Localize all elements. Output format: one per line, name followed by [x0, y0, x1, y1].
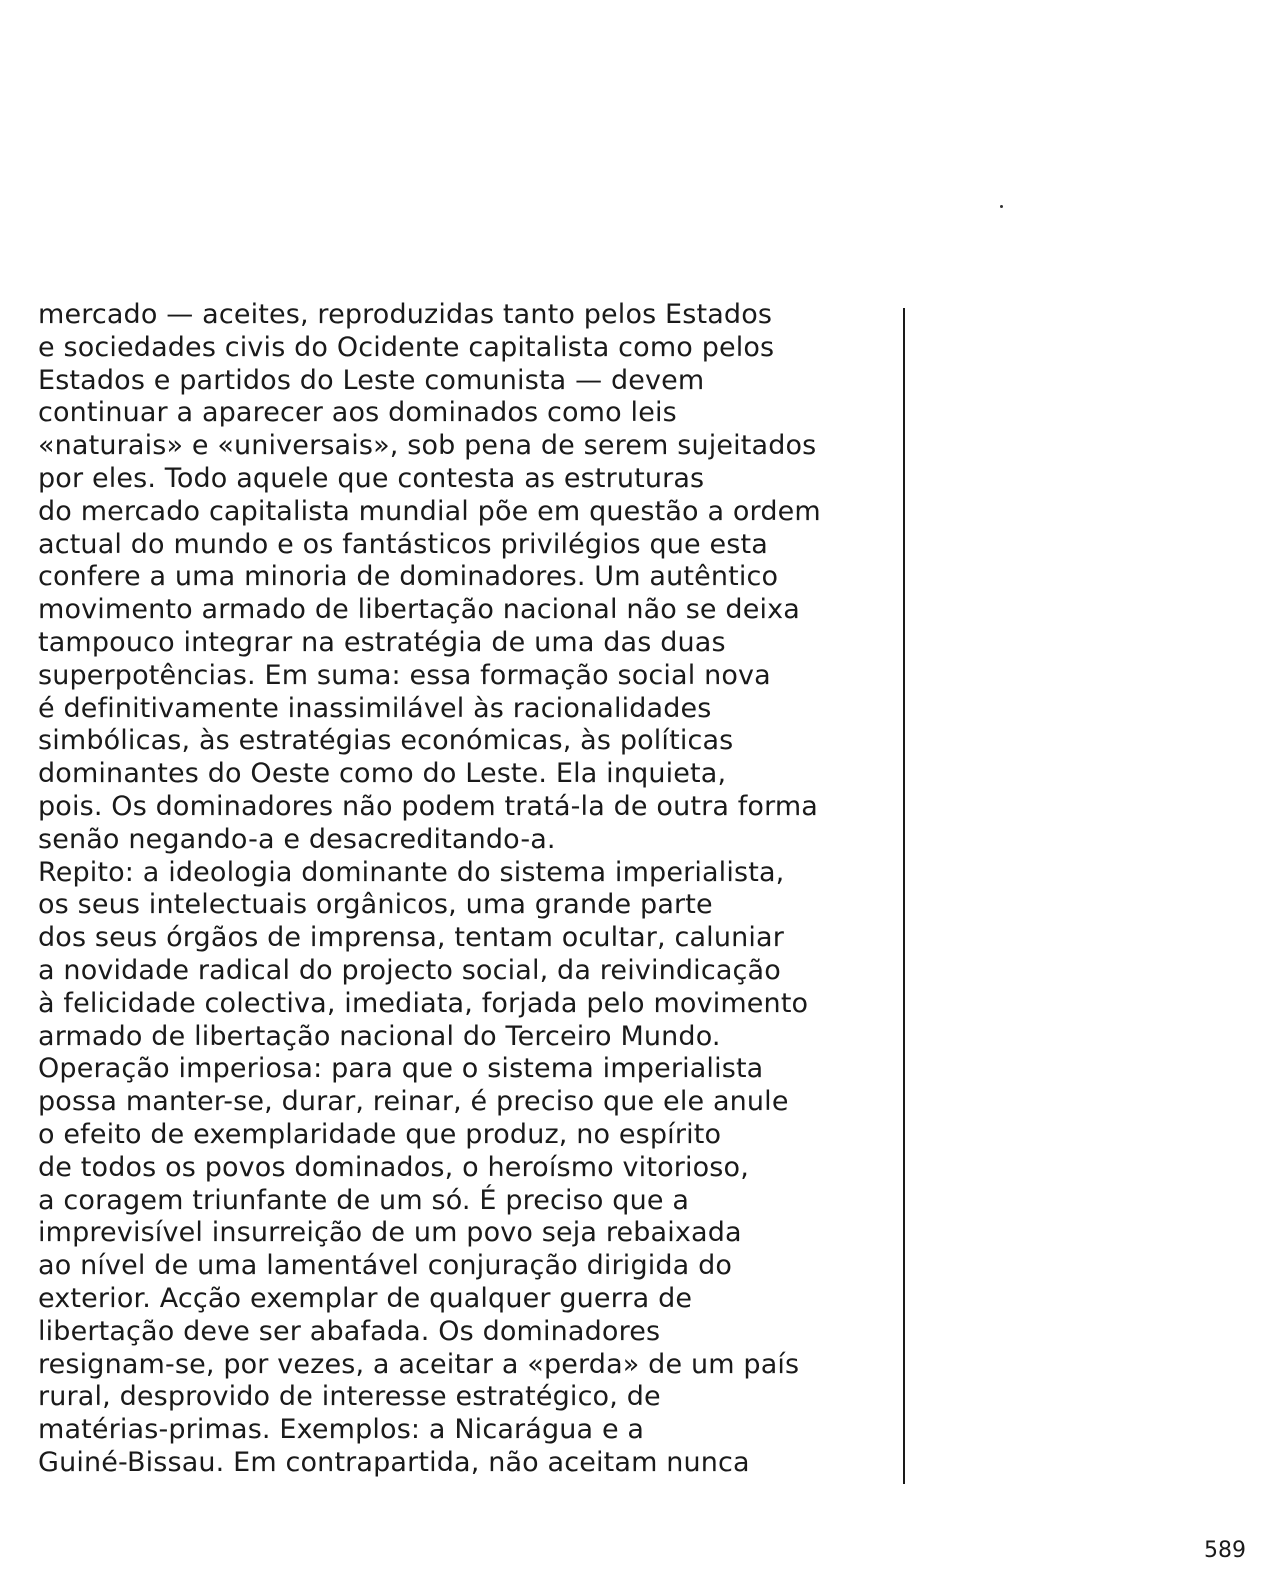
text-line: exterior. Acção exemplar de qualquer guerra de [38, 1282, 693, 1314]
text-line: imprevisível insurreição de um povo seja rebaixada [38, 1217, 742, 1249]
text-line: ao nível de uma lamentável conjuração dirigida do [38, 1250, 733, 1282]
text-line: Operação imperiosa: para que o sistema imperialista [38, 1053, 764, 1085]
text-line: dos seus órgãos de imprensa, tentam ocultar, caluniar [38, 922, 784, 954]
text-line: dominantes do Oeste como do Leste. Ela inquieta, [38, 758, 727, 790]
text-line: Estados e partidos do Leste comunista — devem [38, 364, 705, 396]
text-line: os seus intelectuais orgânicos, uma grande parte [38, 889, 713, 921]
text-line: o efeito de exemplaridade que produz, no espírito [38, 1118, 722, 1150]
text-line: resignam-se, por vezes, a aceitar a «perda» de um país [38, 1348, 800, 1380]
text-line: «naturais» e «universais», sob pena de serem sujeitados [38, 430, 817, 462]
text-line: à felicidade colectiva, imediata, forjada pelo movimento [38, 987, 809, 1019]
text-line: por eles. Todo aquele que contesta as estruturas [38, 462, 705, 494]
text-line: de todos os povos dominados, o heroísmo vitorioso, [38, 1151, 749, 1183]
text-line: continuar a aparecer aos dominados como leis [38, 397, 677, 429]
text-line: é definitivamente inassimilável às racionalidades [38, 692, 712, 724]
text-line: e sociedades civis do Ocidente capitalista como pelos [38, 331, 775, 363]
text-line: senão negando-a e desacreditando-a. [38, 823, 556, 855]
text-line: libertação deve ser abafada. Os dominadores [38, 1315, 661, 1347]
text-line: matérias-primas. Exemplos: a Nicarágua e a [38, 1414, 645, 1446]
body-text [38, 299, 898, 1480]
text-line: actual do mundo e os fantásticos privilégios que esta [38, 528, 768, 560]
text-line: do mercado capitalista mundial põe em questão a ordem [38, 495, 821, 527]
text-line: simbólicas, às estratégias económicas, às políticas [38, 725, 734, 757]
text-line: armado de libertação nacional do Terceiro Mundo. [38, 1020, 721, 1052]
text-line: a coragem triunfante de um só. É preciso que a [38, 1184, 690, 1216]
text-line: superpotências. Em suma: essa formação social nova [38, 659, 771, 691]
text-line: Guiné-Bissau. Em contrapartida, não aceitam nunca [38, 1446, 750, 1478]
text-line: tampouco integrar na estratégia de uma das duas [38, 626, 726, 658]
text-line: movimento armado de libertação nacional não se deixa [38, 594, 800, 626]
text-line: possa manter-se, durar, reinar, é preciso que ele anule [38, 1086, 789, 1118]
margin-rule [903, 308, 905, 1484]
text-line: a novidade radical do projecto social, da reivindicação [38, 954, 781, 986]
text-line: confere a uma minoria de dominadores. Um autêntico [38, 561, 779, 593]
text-line: pois. Os dominadores não podem tratá-la de outra forma [38, 790, 818, 822]
text-line: mercado — aceites, reproduzidas tanto pelos Estados [38, 299, 773, 330]
page-number: 589 [1204, 1538, 1246, 1563]
scan-speck [1000, 205, 1003, 208]
text-line: rural, desprovido de interesse estratégico, de [38, 1381, 661, 1413]
text-line: Repito: a ideologia dominante do sistema imperialista, [38, 856, 785, 888]
